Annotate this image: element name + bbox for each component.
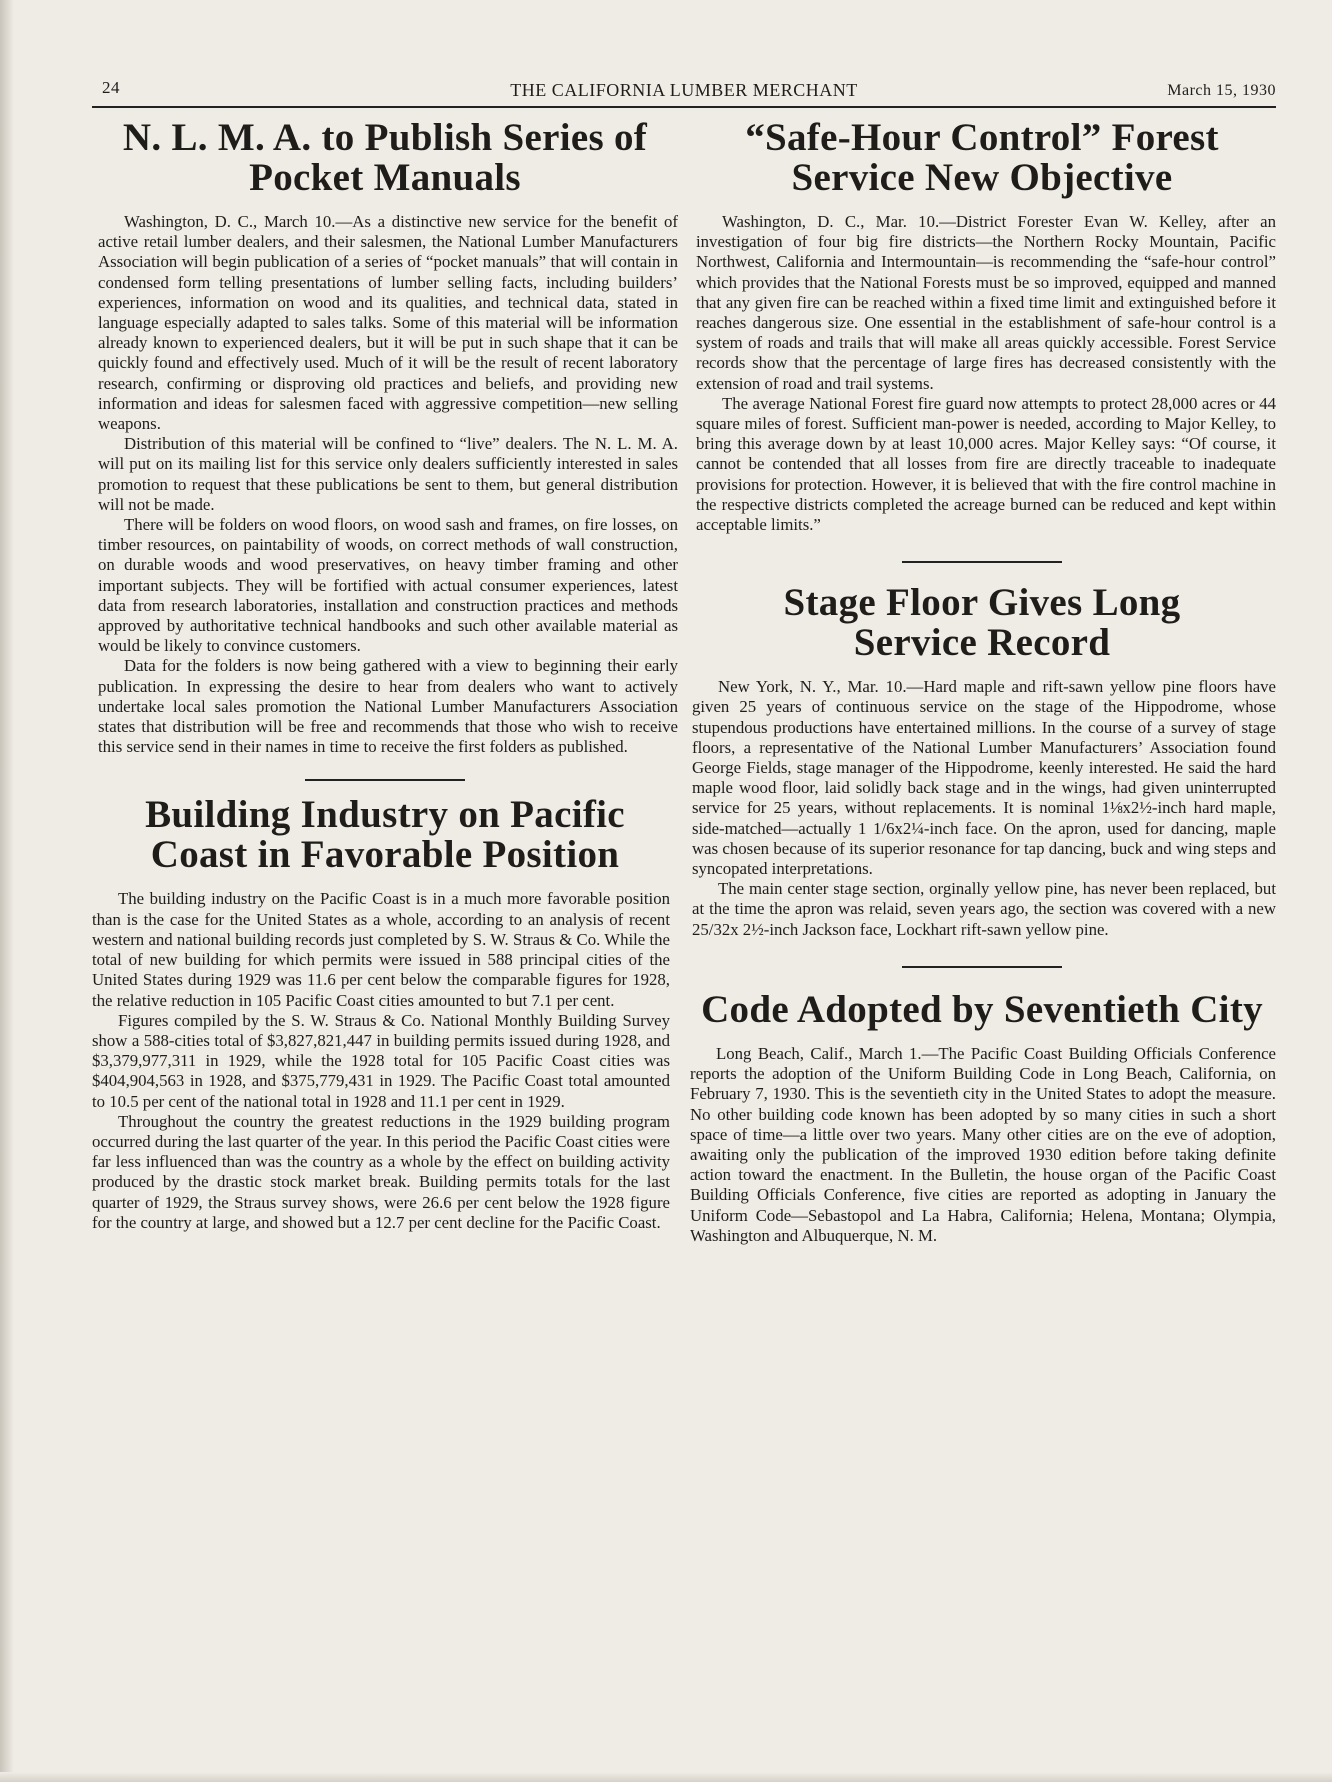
publication-title: THE CALIFORNIA LUMBER MERCHANT [510,80,858,100]
article-stage-floor [688,583,1276,940]
article-paragraph: New York, N. Y., Mar. 10.—Hard maple and rift-sawn yellow pine floors have given 25 years of continuous service on the stage of the Hippodrome, whose stupendous productions have entertained millions. In the course of a survey of stage floors, a representative of the National Lumber Manufacturers’ Association found George Fields, stage manager of the Hippodrome, keenly interested. He said the hard maple wood floor, laid solidly back stage and in the wings, had given uninterrupted service for 25 years, without replacements. It is nominal 1⅛x2½-inch hard maple, side-matched—actually 1 1/6x2¼-inch face. On the apron, used for dancing, maple was chosen because of its superior resonance for tap dancing, buck and wing steps and syncopated interpretations. [692,677,1276,879]
article-body [688,212,1276,535]
article-body [92,212,678,757]
article-paragraph: Figures compiled by the S. W. Straus & Co. National Monthly Building Survey show a 588-cities total of $3,827,821,447 in building permits issued during 1928, and $3,379,977,311 in 1929, while the 1928 total for 105 Pacific Coast cities was $404,904,563 in 1928, and $375,779,431 in 1929. The Pacific Coast total amounted to 10.5 per cent of the national total in 1928 and 11.1 per cent in 1929. [92,1010,670,1111]
article-divider [902,966,1062,968]
article-nlma [92,118,678,757]
right-column [688,118,1276,1246]
article-paragraph: Long Beach, Calif., March 1.—The Pacific Coast Building Officials Conference reports the adoption of the Uniform Building Code in Long Beach, California, on February 7, 1930. This is the seventieth city in the United States to adopt the measure. No other building code known has been adopted by so many cities in such a short space of time—a little over two years. Many other cities are on the eve of adoption, awaiting only the publication of the improved 1930 edition before taking definite action toward the enactment. In the Bulletin, the house organ of the Pacific Coast Building Officials Conference, five cities are reported as adopting in January the Uniform Code—Sebastopol and La Habra, California; Helena, Montana; Olympia, Washington and Albuquerque, N. M. [690,1043,1276,1245]
article-paragraph: There will be folders on wood floors, on wood sash and frames, on fire losses, on timber resources, on paintability of woods, on correct methods of wall construction, on durable woods and wood preservatives, on heavy timber framing and other important subjects. They will be fortified with actual consumer experiences, latest data from research laboratories, installation and construction practices and methods approved by authoritative technical handbooks and such other available material as would be likely to convince customers. [98,515,678,656]
article-paragraph: Data for the folders is now being gathered with a view to beginning their early publication. In expressing the desire to hear from dealers who want to actively undertake local sales promotion the National Lumber Manufacturers Association states that distribution will be free and recommends that those who wish to receive this service send in their names in time to receive the first folders as published. [98,656,678,757]
article-body [92,889,678,1232]
article-paragraph: The main center stage section, orginally yellow pine, has never been replaced, but at the time the apron was relaid, seven years ago, the section was covered with a new 25/32x 2½-inch Jackson face, Lockhart rift-sawn yellow pine. [692,879,1276,939]
article-safe-hour [688,118,1276,535]
article-paragraph: Washington, D. C., March 10.—As a distinctive new service for the benefit of active retail lumber dealers, and their salesmen, the National Lumber Manufacturers Association will begin publication of a series of “pocket manuals” that will contain in condensed form telling presentations of lumber selling facts, including builders’ experiences, information on wood and its qualities, and technical data, stated in language especially adapted to sales talks. Some of this material will be information already known to experienced dealers, but it will be put in such shape that it can be quickly found and effectively used. Much of it will be the result of recent laboratory research, confirming or disproving old practices and beliefs, and providing new information and ideas for salesmen faced with aggressive competition—new selling weapons. [98,212,678,434]
left-column [92,118,678,1233]
article-body [688,677,1276,940]
article-body [688,1044,1276,1246]
article-code-adopted [688,987,1276,1246]
page-number: 24 [102,78,120,97]
article-title: Code Adopted by Seventieth City [701,987,1263,1031]
article-title: Stage Floor Gives Long Service Record [783,581,1181,665]
page-header [92,78,1276,108]
article-paragraph: Distribution of this material will be confined to “live” dealers. The N. L. M. A. will put on its mailing list for this service only dealers sufficiently interested in sales promotion to request that these publications be sent to them, but general distribution will not be made. [98,434,678,514]
article-title: N. L. M. A. to Publish Series of Pocket Manuals [122,116,648,199]
article-building-industry [92,795,678,1232]
article-title: “Safe-Hour Control” Forest Service New Objective [745,116,1219,199]
article-title: Building Industry on Pacific Coast in Favorable Position [145,793,625,877]
article-paragraph: The building industry on the Pacific Coast is in a much more favorable position than is the case for the United States as a whole, according to an analysis of recent western and national building records just completed by S. W. Straus & Co. While the total of new building for which permits were issued in 588 principal cities of the United States during 1929 was 11.6 per cent below the comparable figures for 1928, the relative reduction in 105 Pacific Coast cities amounted to but 7.1 per cent. [92,889,670,1010]
page-edge-shadow [0,0,14,1782]
article-divider [902,561,1062,563]
article-paragraph: Washington, D. C., Mar. 10.—District Forester Evan W. Kelley, after an investigation of four big fire districts—the Northern Rocky Mountain, Pacific Northwest, California and Intermountain—is recommending the “safe-hour control” which provides that the National Forests must be so improved, equipped and manned that any given fire can be reached within a fixed time limit and extinguished before it reaches dangerous size. One essential in the establishment of safe-hour control is a system of roads and trails that will make all areas quickly accessible. Forest Service records show that the percentage of large fires has decreased consistently with the extension of road and trail systems. [696,212,1276,393]
article-paragraph: Throughout the country the greatest reductions in the 1929 building program occurred during the last quarter of the year. In this period the Pacific Coast cities were far less influenced than was the country as a whole by the effect on building activity produced by the drastic stock market break. Building permits totals for the last quarter of 1929, the Straus survey shows, were 26.6 per cent below the 1928 figure for the country at large, and showed but a 12.7 per cent decline for the Pacific Coast. [92,1111,670,1232]
article-paragraph: The average National Forest fire guard now attempts to protect 28,000 acres or 44 square miles of forest. Sufficient man-power is needed, according to Major Kelley, to bring this average down by at least 10,000 acres. Major Kelley says: “Of course, it cannot be contended that all losses from fire are directly traceable to inadequate provisions for protection. However, it is believed that with the fire control machine in the respective districts completed the acreage burned can be reduced and kept within acceptable limits.” [696,393,1276,535]
article-divider [305,779,465,781]
page-bottom-shadow [0,1772,1332,1782]
issue-date: March 15, 1930 [1167,82,1276,99]
